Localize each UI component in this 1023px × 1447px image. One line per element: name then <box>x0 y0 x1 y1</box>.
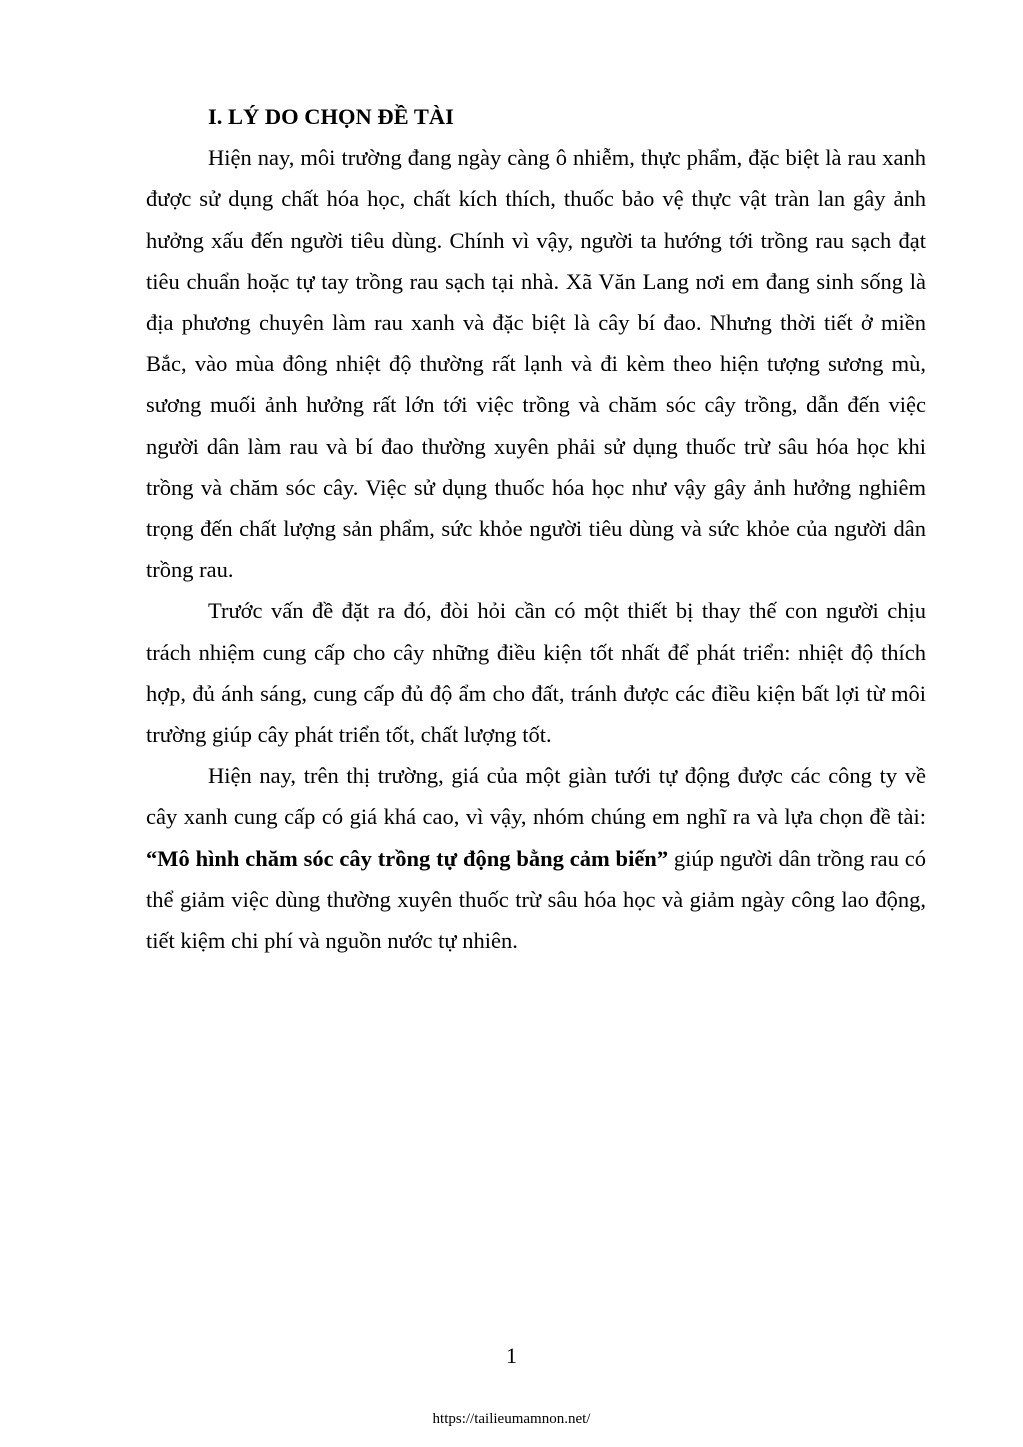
paragraph-2: Trước vấn đề đặt ra đó, đòi hỏi cần có một thiết bị thay thế con người chịu trách nhiệm cung cấp cho cây những điều kiện tốt nhất để phát triển: nhiệt độ thích hợp, đủ ánh sáng, cung cấp đủ độ ẩm cho đất, tránh được các điều kiện bất lợi từ môi trường giúp cây phát triển tốt, chất lượng tốt. <box>146 598 926 748</box>
paragraph-3-rest: giúp người dân trồng rau có thể giảm việc dùng thường xuyên thuốc trừ sâu hóa học và giảm ngày công lao động, tiết kiệm chi phí và nguồn nước tự nhiên. <box>146 845 926 954</box>
paragraph-3 <box>146 755 926 961</box>
section-heading: I. LÝ DO CHỌN ĐỀ TÀI <box>208 104 454 129</box>
project-title: “Mô hình chăm sóc cây trồng tự động bằng cảm biến” <box>146 845 669 871</box>
page-number: 1 <box>506 1343 517 1368</box>
paragraph-3-intro: Hiện nay, trên thị trường, giá của một giàn tưới tự động được các công ty về cây xanh cung cấp có giá khá cao, vì vậy, nhóm chúng em nghĩ ra và lựa chọn đề tài: <box>146 763 926 830</box>
paragraph-1: Hiện nay, môi trường đang ngày càng ô nhiễm, thực phẩm, đặc biệt là rau xanh được sử dụng chất hóa học, chất kích thích, thuốc bảo vệ thực vật tràn lan gây ảnh hưởng xấu đến người tiêu dùng. Chính vì vậy, người ta hướng tới trồng rau sạch đạt tiêu chuẩn hoặc tự tay trồng rau sạch tại nhà. Xã Văn Lang nơi em đang sinh sống là địa phương chuyên làm rau xanh và đặc biệt là cây bí đao. Nhưng thời tiết ở miền Bắc, vào mùa đông nhiệt độ thường rất lạnh và đi kèm theo hiện tượng sương mù, sương muối ảnh hưởng rất lớn tới việc trồng và chăm sóc cây trồng, dẫn đến việc người dân làm rau và bí đao thường xuyên phải sử dụng thuốc trừ sâu hóa học khi trồng và chăm sóc cây. Việc sử dụng thuốc hóa học như vậy gây ảnh hưởng nghiêm trọng đến chất lượng sản phẩm, sức khỏe người tiêu dùng và sức khỏe của người dân trồng rau. <box>146 145 926 583</box>
footer-url: https://tailieumamnon.net/ <box>432 1411 591 1427</box>
document-body <box>146 96 926 961</box>
